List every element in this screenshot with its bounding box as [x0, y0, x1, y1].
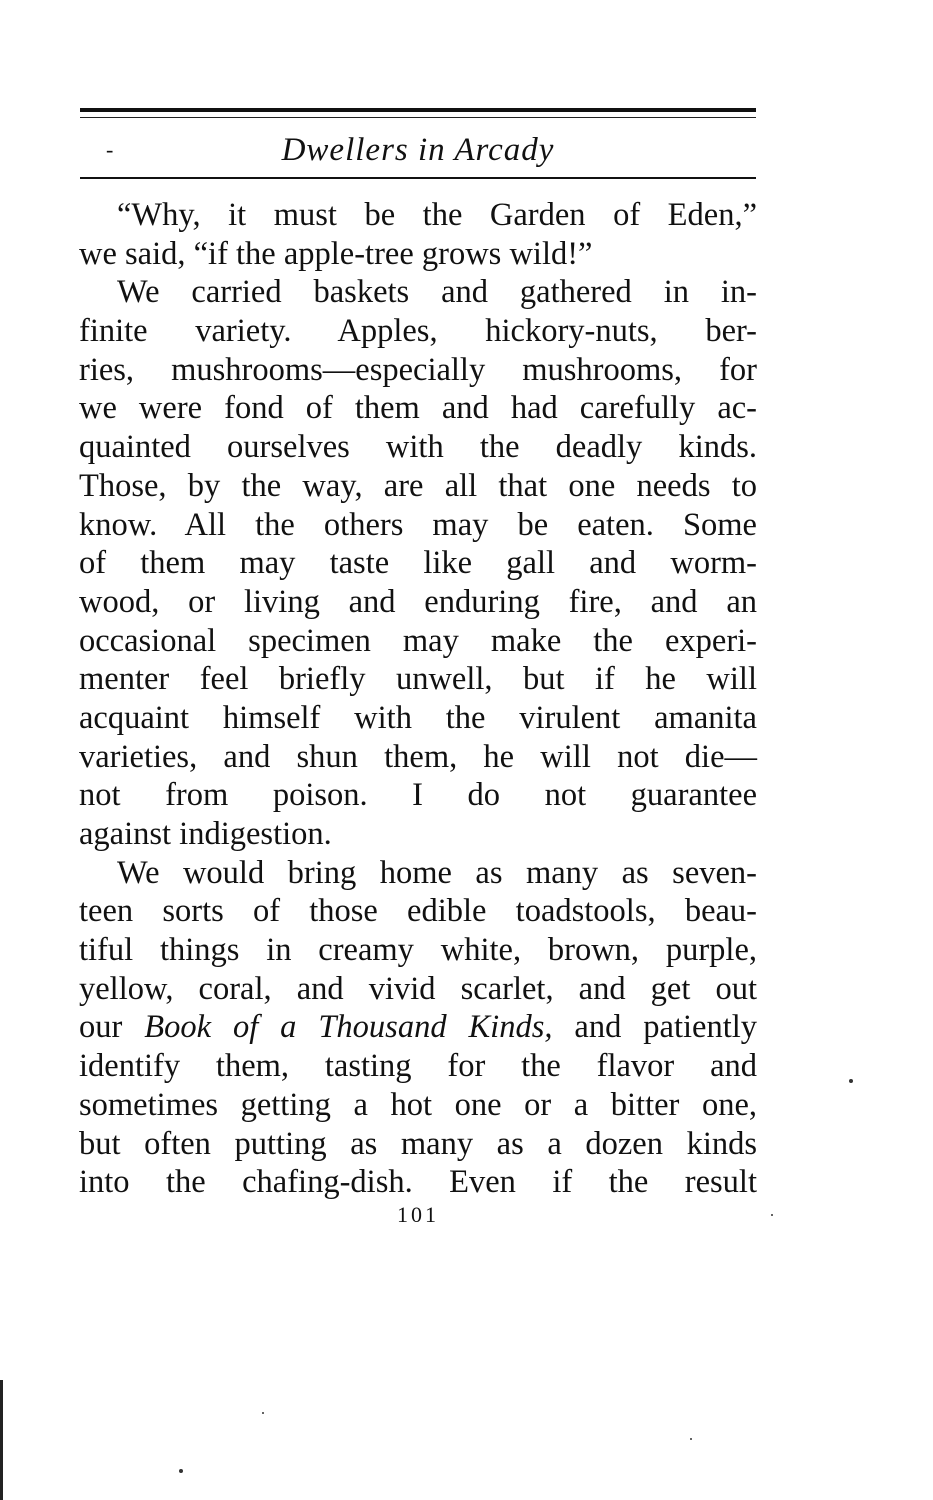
body-text	[79, 196, 757, 1202]
text-line: menter feel briefly unwell, but if he will	[79, 661, 757, 698]
text-line: wood, or living and enduring fire, and an	[79, 583, 757, 620]
scan-speck	[179, 1469, 183, 1473]
text-line: but often putting as many as a dozen kinds	[79, 1125, 757, 1162]
running-head	[80, 128, 756, 172]
text-line: tiful things in creamy white, brown, purple,	[79, 932, 757, 969]
scan-speck	[849, 1079, 853, 1083]
running-head-title: Dwellers in Arcady	[281, 132, 555, 168]
text-line: know. All the others may be eaten. Some	[79, 506, 757, 543]
text-line: Those, by the way, are all that one needs to	[79, 467, 757, 504]
text-line: “Why, it must be the Garden of Eden,”	[117, 197, 757, 233]
scan-speck	[771, 1214, 773, 1216]
text-line: not from poison. I do not guarantee	[79, 777, 757, 814]
page-number: 101	[397, 1202, 439, 1227]
text-line: we were fond of them and had carefully ac-	[79, 390, 757, 427]
header-rule-thick	[80, 108, 756, 112]
text-line: yellow, coral, and vivid scarlet, and get out	[79, 970, 757, 1007]
text-line: acquaint himself with the virulent amanita	[79, 699, 757, 736]
text-line-with-title	[79, 1008, 757, 1047]
text-line: against indigestion.	[79, 816, 332, 852]
text-segment: and patiently	[552, 1009, 758, 1046]
book-title: Book of a Thousand Kinds,	[144, 1009, 553, 1046]
text-line: varieties, and shun them, he will not die—	[79, 738, 757, 775]
scan-edge	[0, 1380, 3, 1500]
text-line: teen sorts of those edible toadstools, beau-	[79, 893, 757, 930]
text-line: ries, mushrooms—especially mushrooms, for	[79, 351, 757, 388]
text-line: identify them, tasting for the flavor and	[79, 1048, 757, 1085]
header-rule-thin	[80, 117, 756, 118]
text-line: finite variety. Apples, hickory-nuts, ber-	[79, 313, 757, 350]
text-line: quainted ourselves with the deadly kinds.	[79, 429, 757, 466]
text-line: we said, “if the apple-tree grows wild!”	[79, 235, 593, 272]
text-line: of them may taste like gall and worm-	[79, 545, 757, 582]
text-line: We would bring home as many as seven-	[117, 854, 757, 891]
text-line: into the chafing-dish. Even if the result	[79, 1164, 757, 1201]
scan-speck	[690, 1438, 692, 1440]
text-line: occasional specimen may make the experi-	[79, 622, 757, 659]
scan-speck	[262, 1412, 264, 1414]
running-head-rule	[80, 177, 756, 179]
text-line: We carried baskets and gathered in in-	[117, 274, 757, 311]
text-line: sometimes getting a hot one or a bitter one,	[79, 1086, 757, 1123]
text-segment: our	[79, 1009, 145, 1046]
running-head-mark: -	[106, 137, 115, 162]
